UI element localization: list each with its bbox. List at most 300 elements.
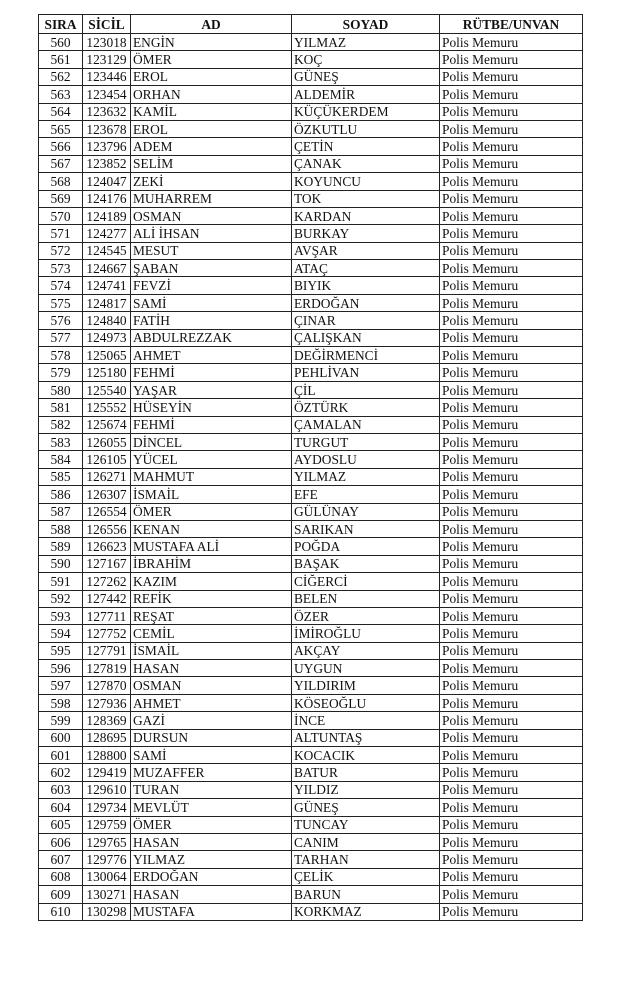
cell-sira: 564 — [39, 103, 83, 120]
cell-ad: GAZİ — [131, 712, 292, 729]
table-row — [39, 868, 583, 885]
table-row — [39, 468, 583, 485]
cell-rutbe-unvan: Polis Memuru — [440, 68, 583, 85]
cell-sira: 599 — [39, 712, 83, 729]
cell-rutbe-unvan: Polis Memuru — [440, 120, 583, 137]
cell-rutbe-unvan: Polis Memuru — [440, 903, 583, 920]
cell-rutbe-unvan: Polis Memuru — [440, 103, 583, 120]
table-row — [39, 590, 583, 607]
cell-ad: AHMET — [131, 347, 292, 364]
cell-rutbe-unvan: Polis Memuru — [440, 190, 583, 207]
cell-soyad: TOK — [292, 190, 440, 207]
table-row — [39, 555, 583, 572]
cell-soyad: POĞDA — [292, 538, 440, 555]
cell-sicil: 126271 — [83, 468, 131, 485]
cell-sicil: 123678 — [83, 120, 131, 137]
cell-ad: ENGİN — [131, 34, 292, 51]
cell-sicil: 124840 — [83, 312, 131, 329]
cell-soyad: ATAÇ — [292, 260, 440, 277]
cell-rutbe-unvan: Polis Memuru — [440, 329, 583, 346]
cell-soyad: KÜÇÜKERDEM — [292, 103, 440, 120]
cell-rutbe-unvan: Polis Memuru — [440, 677, 583, 694]
cell-sicil: 126556 — [83, 520, 131, 537]
cell-sicil: 124176 — [83, 190, 131, 207]
cell-soyad: BATUR — [292, 764, 440, 781]
cell-soyad: AYDOSLU — [292, 451, 440, 468]
table-row — [39, 51, 583, 68]
cell-rutbe-unvan: Polis Memuru — [440, 34, 583, 51]
table-row — [39, 277, 583, 294]
cell-rutbe-unvan: Polis Memuru — [440, 799, 583, 816]
cell-soyad: YILDIZ — [292, 781, 440, 798]
cell-soyad: AVŞAR — [292, 242, 440, 259]
cell-sicil: 127442 — [83, 590, 131, 607]
table-row — [39, 642, 583, 659]
cell-rutbe-unvan: Polis Memuru — [440, 503, 583, 520]
cell-sicil: 130271 — [83, 886, 131, 903]
cell-sira: 567 — [39, 155, 83, 172]
cell-soyad: ALTUNTAŞ — [292, 729, 440, 746]
table-row — [39, 416, 583, 433]
table-row — [39, 503, 583, 520]
cell-sicil: 129734 — [83, 799, 131, 816]
cell-ad: ÖMER — [131, 816, 292, 833]
table-row — [39, 903, 583, 920]
cell-soyad: ÖZKUTLU — [292, 120, 440, 137]
table-row — [39, 851, 583, 868]
cell-ad: DİNCEL — [131, 433, 292, 450]
cell-rutbe-unvan: Polis Memuru — [440, 381, 583, 398]
header-soyad: SOYAD — [292, 15, 440, 34]
cell-sira: 588 — [39, 520, 83, 537]
cell-ad: HASAN — [131, 833, 292, 850]
cell-sira: 597 — [39, 677, 83, 694]
header-sicil: SİCİL — [83, 15, 131, 34]
cell-sira: 561 — [39, 51, 83, 68]
cell-soyad: ÇALIŞKAN — [292, 329, 440, 346]
table-row — [39, 225, 583, 242]
cell-ad: SAMİ — [131, 294, 292, 311]
cell-sira: 592 — [39, 590, 83, 607]
table-row — [39, 486, 583, 503]
cell-soyad: CİĞERCİ — [292, 573, 440, 590]
cell-ad: REFİK — [131, 590, 292, 607]
cell-sira: 579 — [39, 364, 83, 381]
cell-ad: FATİH — [131, 312, 292, 329]
cell-sira: 577 — [39, 329, 83, 346]
cell-ad: OSMAN — [131, 207, 292, 224]
cell-sira: 587 — [39, 503, 83, 520]
cell-sira: 604 — [39, 799, 83, 816]
cell-rutbe-unvan: Polis Memuru — [440, 347, 583, 364]
cell-rutbe-unvan: Polis Memuru — [440, 486, 583, 503]
cell-rutbe-unvan: Polis Memuru — [440, 242, 583, 259]
table-row — [39, 625, 583, 642]
cell-sicil: 127167 — [83, 555, 131, 572]
cell-sira: 563 — [39, 86, 83, 103]
cell-sira: 601 — [39, 747, 83, 764]
cell-sicil: 127819 — [83, 660, 131, 677]
cell-sira: 574 — [39, 277, 83, 294]
cell-soyad: BAŞAK — [292, 555, 440, 572]
cell-rutbe-unvan: Polis Memuru — [440, 207, 583, 224]
cell-sicil: 128695 — [83, 729, 131, 746]
cell-ad: MAHMUT — [131, 468, 292, 485]
cell-soyad: AKÇAY — [292, 642, 440, 659]
cell-rutbe-unvan: Polis Memuru — [440, 86, 583, 103]
cell-ad: ALİ İHSAN — [131, 225, 292, 242]
cell-sicil: 130064 — [83, 868, 131, 885]
table-row — [39, 34, 583, 51]
cell-soyad: ALDEMİR — [292, 86, 440, 103]
table-row — [39, 451, 583, 468]
cell-rutbe-unvan: Polis Memuru — [440, 747, 583, 764]
cell-ad: HASAN — [131, 660, 292, 677]
cell-sicil: 129776 — [83, 851, 131, 868]
table-row — [39, 816, 583, 833]
cell-soyad: ÇETİN — [292, 138, 440, 155]
cell-sicil: 124973 — [83, 329, 131, 346]
table-row — [39, 433, 583, 450]
cell-sicil: 123018 — [83, 34, 131, 51]
cell-ad: ZEKİ — [131, 173, 292, 190]
cell-ad: FEHMİ — [131, 416, 292, 433]
cell-sicil: 129759 — [83, 816, 131, 833]
cell-rutbe-unvan: Polis Memuru — [440, 729, 583, 746]
personnel-table — [38, 14, 583, 921]
cell-sira: 566 — [39, 138, 83, 155]
cell-soyad: UYGUN — [292, 660, 440, 677]
cell-ad: DURSUN — [131, 729, 292, 746]
table-row — [39, 660, 583, 677]
cell-sira: 596 — [39, 660, 83, 677]
cell-rutbe-unvan: Polis Memuru — [440, 590, 583, 607]
cell-soyad: ÖZTÜRK — [292, 399, 440, 416]
cell-soyad: İNCE — [292, 712, 440, 729]
cell-ad: EROL — [131, 68, 292, 85]
cell-ad: AHMET — [131, 694, 292, 711]
cell-sicil: 130298 — [83, 903, 131, 920]
cell-rutbe-unvan: Polis Memuru — [440, 173, 583, 190]
cell-sicil: 129419 — [83, 764, 131, 781]
cell-soyad: KOYUNCU — [292, 173, 440, 190]
cell-rutbe-unvan: Polis Memuru — [440, 694, 583, 711]
table-row — [39, 364, 583, 381]
cell-soyad: TUNCAY — [292, 816, 440, 833]
table-row — [39, 677, 583, 694]
table-row — [39, 294, 583, 311]
cell-soyad: KOÇ — [292, 51, 440, 68]
cell-sicil: 125065 — [83, 347, 131, 364]
cell-ad: SELİM — [131, 155, 292, 172]
table-row — [39, 694, 583, 711]
cell-soyad: KOCACIK — [292, 747, 440, 764]
cell-rutbe-unvan: Polis Memuru — [440, 851, 583, 868]
table-row — [39, 764, 583, 781]
cell-sira: 576 — [39, 312, 83, 329]
cell-ad: İSMAİL — [131, 642, 292, 659]
cell-ad: ERDOĞAN — [131, 868, 292, 885]
cell-rutbe-unvan: Polis Memuru — [440, 225, 583, 242]
table-row — [39, 242, 583, 259]
cell-ad: İBRAHİM — [131, 555, 292, 572]
cell-rutbe-unvan: Polis Memuru — [440, 138, 583, 155]
cell-sira: 605 — [39, 816, 83, 833]
cell-soyad: GÜNEŞ — [292, 799, 440, 816]
cell-sira: 581 — [39, 399, 83, 416]
cell-sicil: 127711 — [83, 607, 131, 624]
cell-sicil: 123852 — [83, 155, 131, 172]
cell-soyad: YILDIRIM — [292, 677, 440, 694]
cell-ad: OSMAN — [131, 677, 292, 694]
cell-sicil: 123129 — [83, 51, 131, 68]
table-row — [39, 329, 583, 346]
cell-ad: KENAN — [131, 520, 292, 537]
table-row — [39, 207, 583, 224]
cell-sicil: 127752 — [83, 625, 131, 642]
cell-ad: MEVLÜT — [131, 799, 292, 816]
cell-ad: KAMİL — [131, 103, 292, 120]
cell-rutbe-unvan: Polis Memuru — [440, 607, 583, 624]
table-row — [39, 86, 583, 103]
cell-soyad: GÜLÜNAY — [292, 503, 440, 520]
cell-ad: FEHMİ — [131, 364, 292, 381]
cell-soyad: KORKMAZ — [292, 903, 440, 920]
table-row — [39, 747, 583, 764]
cell-rutbe-unvan: Polis Memuru — [440, 868, 583, 885]
cell-soyad: BELEN — [292, 590, 440, 607]
cell-ad: ÖMER — [131, 503, 292, 520]
table-row — [39, 120, 583, 137]
document-page — [38, 14, 583, 921]
header-rutbe-unvan: RÜTBE/UNVAN — [440, 15, 583, 34]
cell-sicil: 126105 — [83, 451, 131, 468]
cell-sira: 594 — [39, 625, 83, 642]
cell-sira: 582 — [39, 416, 83, 433]
table-row — [39, 886, 583, 903]
cell-sira: 609 — [39, 886, 83, 903]
table-row — [39, 138, 583, 155]
table-body — [39, 34, 583, 921]
cell-ad: YÜCEL — [131, 451, 292, 468]
cell-ad: ÖMER — [131, 51, 292, 68]
cell-rutbe-unvan: Polis Memuru — [440, 433, 583, 450]
cell-ad: FEVZİ — [131, 277, 292, 294]
table-row — [39, 260, 583, 277]
cell-sira: 602 — [39, 764, 83, 781]
cell-ad: ADEM — [131, 138, 292, 155]
table-row — [39, 103, 583, 120]
cell-sira: 570 — [39, 207, 83, 224]
cell-sicil: 129765 — [83, 833, 131, 850]
cell-soyad: TURGUT — [292, 433, 440, 450]
cell-sicil: 123796 — [83, 138, 131, 155]
cell-sira: 569 — [39, 190, 83, 207]
cell-rutbe-unvan: Polis Memuru — [440, 416, 583, 433]
cell-sira: 565 — [39, 120, 83, 137]
cell-soyad: DEĞİRMENCİ — [292, 347, 440, 364]
cell-sicil: 128800 — [83, 747, 131, 764]
cell-rutbe-unvan: Polis Memuru — [440, 399, 583, 416]
cell-soyad: KARDAN — [292, 207, 440, 224]
cell-sira: 571 — [39, 225, 83, 242]
cell-ad: EROL — [131, 120, 292, 137]
cell-rutbe-unvan: Polis Memuru — [440, 277, 583, 294]
table-row — [39, 399, 583, 416]
cell-sicil: 126307 — [83, 486, 131, 503]
cell-soyad: ÇELİK — [292, 868, 440, 885]
table-row — [39, 155, 583, 172]
cell-sicil: 126554 — [83, 503, 131, 520]
cell-soyad: TARHAN — [292, 851, 440, 868]
cell-sira: 572 — [39, 242, 83, 259]
table-row — [39, 347, 583, 364]
cell-sira: 586 — [39, 486, 83, 503]
cell-sicil: 124545 — [83, 242, 131, 259]
cell-sira: 580 — [39, 381, 83, 398]
table-row — [39, 712, 583, 729]
header-ad: AD — [131, 15, 292, 34]
table-row — [39, 190, 583, 207]
cell-rutbe-unvan: Polis Memuru — [440, 451, 583, 468]
table-row — [39, 538, 583, 555]
cell-soyad: İMİROĞLU — [292, 625, 440, 642]
cell-sicil: 126055 — [83, 433, 131, 450]
cell-sira: 590 — [39, 555, 83, 572]
cell-sicil: 128369 — [83, 712, 131, 729]
cell-rutbe-unvan: Polis Memuru — [440, 816, 583, 833]
cell-sira: 584 — [39, 451, 83, 468]
cell-soyad: BIYIK — [292, 277, 440, 294]
cell-sira: 583 — [39, 433, 83, 450]
cell-sicil: 123446 — [83, 68, 131, 85]
table-row — [39, 781, 583, 798]
cell-rutbe-unvan: Polis Memuru — [440, 573, 583, 590]
cell-rutbe-unvan: Polis Memuru — [440, 260, 583, 277]
cell-sicil: 125674 — [83, 416, 131, 433]
cell-sira: 573 — [39, 260, 83, 277]
cell-sicil: 124667 — [83, 260, 131, 277]
cell-sicil: 123454 — [83, 86, 131, 103]
cell-soyad: ERDOĞAN — [292, 294, 440, 311]
table-row — [39, 520, 583, 537]
table-row — [39, 833, 583, 850]
cell-soyad: EFE — [292, 486, 440, 503]
cell-sira: 610 — [39, 903, 83, 920]
cell-ad: TURAN — [131, 781, 292, 798]
cell-ad: YILMAZ — [131, 851, 292, 868]
cell-sicil: 125180 — [83, 364, 131, 381]
cell-ad: MUHARREM — [131, 190, 292, 207]
cell-rutbe-unvan: Polis Memuru — [440, 364, 583, 381]
cell-sicil: 127936 — [83, 694, 131, 711]
cell-ad: MUSTAFA — [131, 903, 292, 920]
cell-ad: MUSTAFA ALİ — [131, 538, 292, 555]
cell-ad: MESUT — [131, 242, 292, 259]
cell-sicil: 124741 — [83, 277, 131, 294]
cell-sira: 585 — [39, 468, 83, 485]
cell-soyad: ÖZER — [292, 607, 440, 624]
cell-rutbe-unvan: Polis Memuru — [440, 294, 583, 311]
cell-sicil: 127262 — [83, 573, 131, 590]
cell-sira: 595 — [39, 642, 83, 659]
cell-ad: ŞABAN — [131, 260, 292, 277]
cell-ad: HASAN — [131, 886, 292, 903]
cell-sira: 568 — [39, 173, 83, 190]
cell-sira: 562 — [39, 68, 83, 85]
cell-rutbe-unvan: Polis Memuru — [440, 468, 583, 485]
cell-soyad: ÇANAK — [292, 155, 440, 172]
cell-soyad: KÖSEOĞLU — [292, 694, 440, 711]
cell-rutbe-unvan: Polis Memuru — [440, 538, 583, 555]
cell-ad: ORHAN — [131, 86, 292, 103]
cell-ad: KAZIM — [131, 573, 292, 590]
cell-soyad: BURKAY — [292, 225, 440, 242]
cell-soyad: BARUN — [292, 886, 440, 903]
table-row — [39, 173, 583, 190]
cell-sira: 603 — [39, 781, 83, 798]
table-header-row — [39, 15, 583, 34]
cell-sira: 598 — [39, 694, 83, 711]
cell-soyad: ÇAMALAN — [292, 416, 440, 433]
cell-sira: 606 — [39, 833, 83, 850]
cell-soyad: CANIM — [292, 833, 440, 850]
cell-soyad: ÇINAR — [292, 312, 440, 329]
cell-sira: 560 — [39, 34, 83, 51]
cell-sira: 600 — [39, 729, 83, 746]
cell-ad: REŞAT — [131, 607, 292, 624]
cell-sicil: 126623 — [83, 538, 131, 555]
table-row — [39, 607, 583, 624]
cell-soyad: ÇİL — [292, 381, 440, 398]
cell-sicil: 125552 — [83, 399, 131, 416]
cell-sicil: 125540 — [83, 381, 131, 398]
cell-sicil: 124189 — [83, 207, 131, 224]
cell-sicil: 127870 — [83, 677, 131, 694]
header-sira: SIRA — [39, 15, 83, 34]
cell-rutbe-unvan: Polis Memuru — [440, 642, 583, 659]
cell-rutbe-unvan: Polis Memuru — [440, 886, 583, 903]
cell-rutbe-unvan: Polis Memuru — [440, 520, 583, 537]
cell-ad: İSMAİL — [131, 486, 292, 503]
cell-soyad: PEHLİVAN — [292, 364, 440, 381]
cell-ad: HÜSEYİN — [131, 399, 292, 416]
table-row — [39, 68, 583, 85]
cell-soyad: YILMAZ — [292, 468, 440, 485]
table-row — [39, 573, 583, 590]
cell-sicil: 124277 — [83, 225, 131, 242]
cell-rutbe-unvan: Polis Memuru — [440, 781, 583, 798]
cell-soyad: GÜNEŞ — [292, 68, 440, 85]
cell-ad: CEMİL — [131, 625, 292, 642]
cell-rutbe-unvan: Polis Memuru — [440, 625, 583, 642]
cell-sira: 591 — [39, 573, 83, 590]
cell-sira: 607 — [39, 851, 83, 868]
cell-ad: SAMİ — [131, 747, 292, 764]
cell-sira: 578 — [39, 347, 83, 364]
cell-sicil: 127791 — [83, 642, 131, 659]
cell-sicil: 124817 — [83, 294, 131, 311]
cell-rutbe-unvan: Polis Memuru — [440, 51, 583, 68]
cell-soyad: YILMAZ — [292, 34, 440, 51]
cell-rutbe-unvan: Polis Memuru — [440, 712, 583, 729]
cell-soyad: SARIKAN — [292, 520, 440, 537]
table-row — [39, 729, 583, 746]
cell-sicil: 124047 — [83, 173, 131, 190]
cell-ad: YAŞAR — [131, 381, 292, 398]
cell-ad: ABDULREZZAK — [131, 329, 292, 346]
table-row — [39, 381, 583, 398]
